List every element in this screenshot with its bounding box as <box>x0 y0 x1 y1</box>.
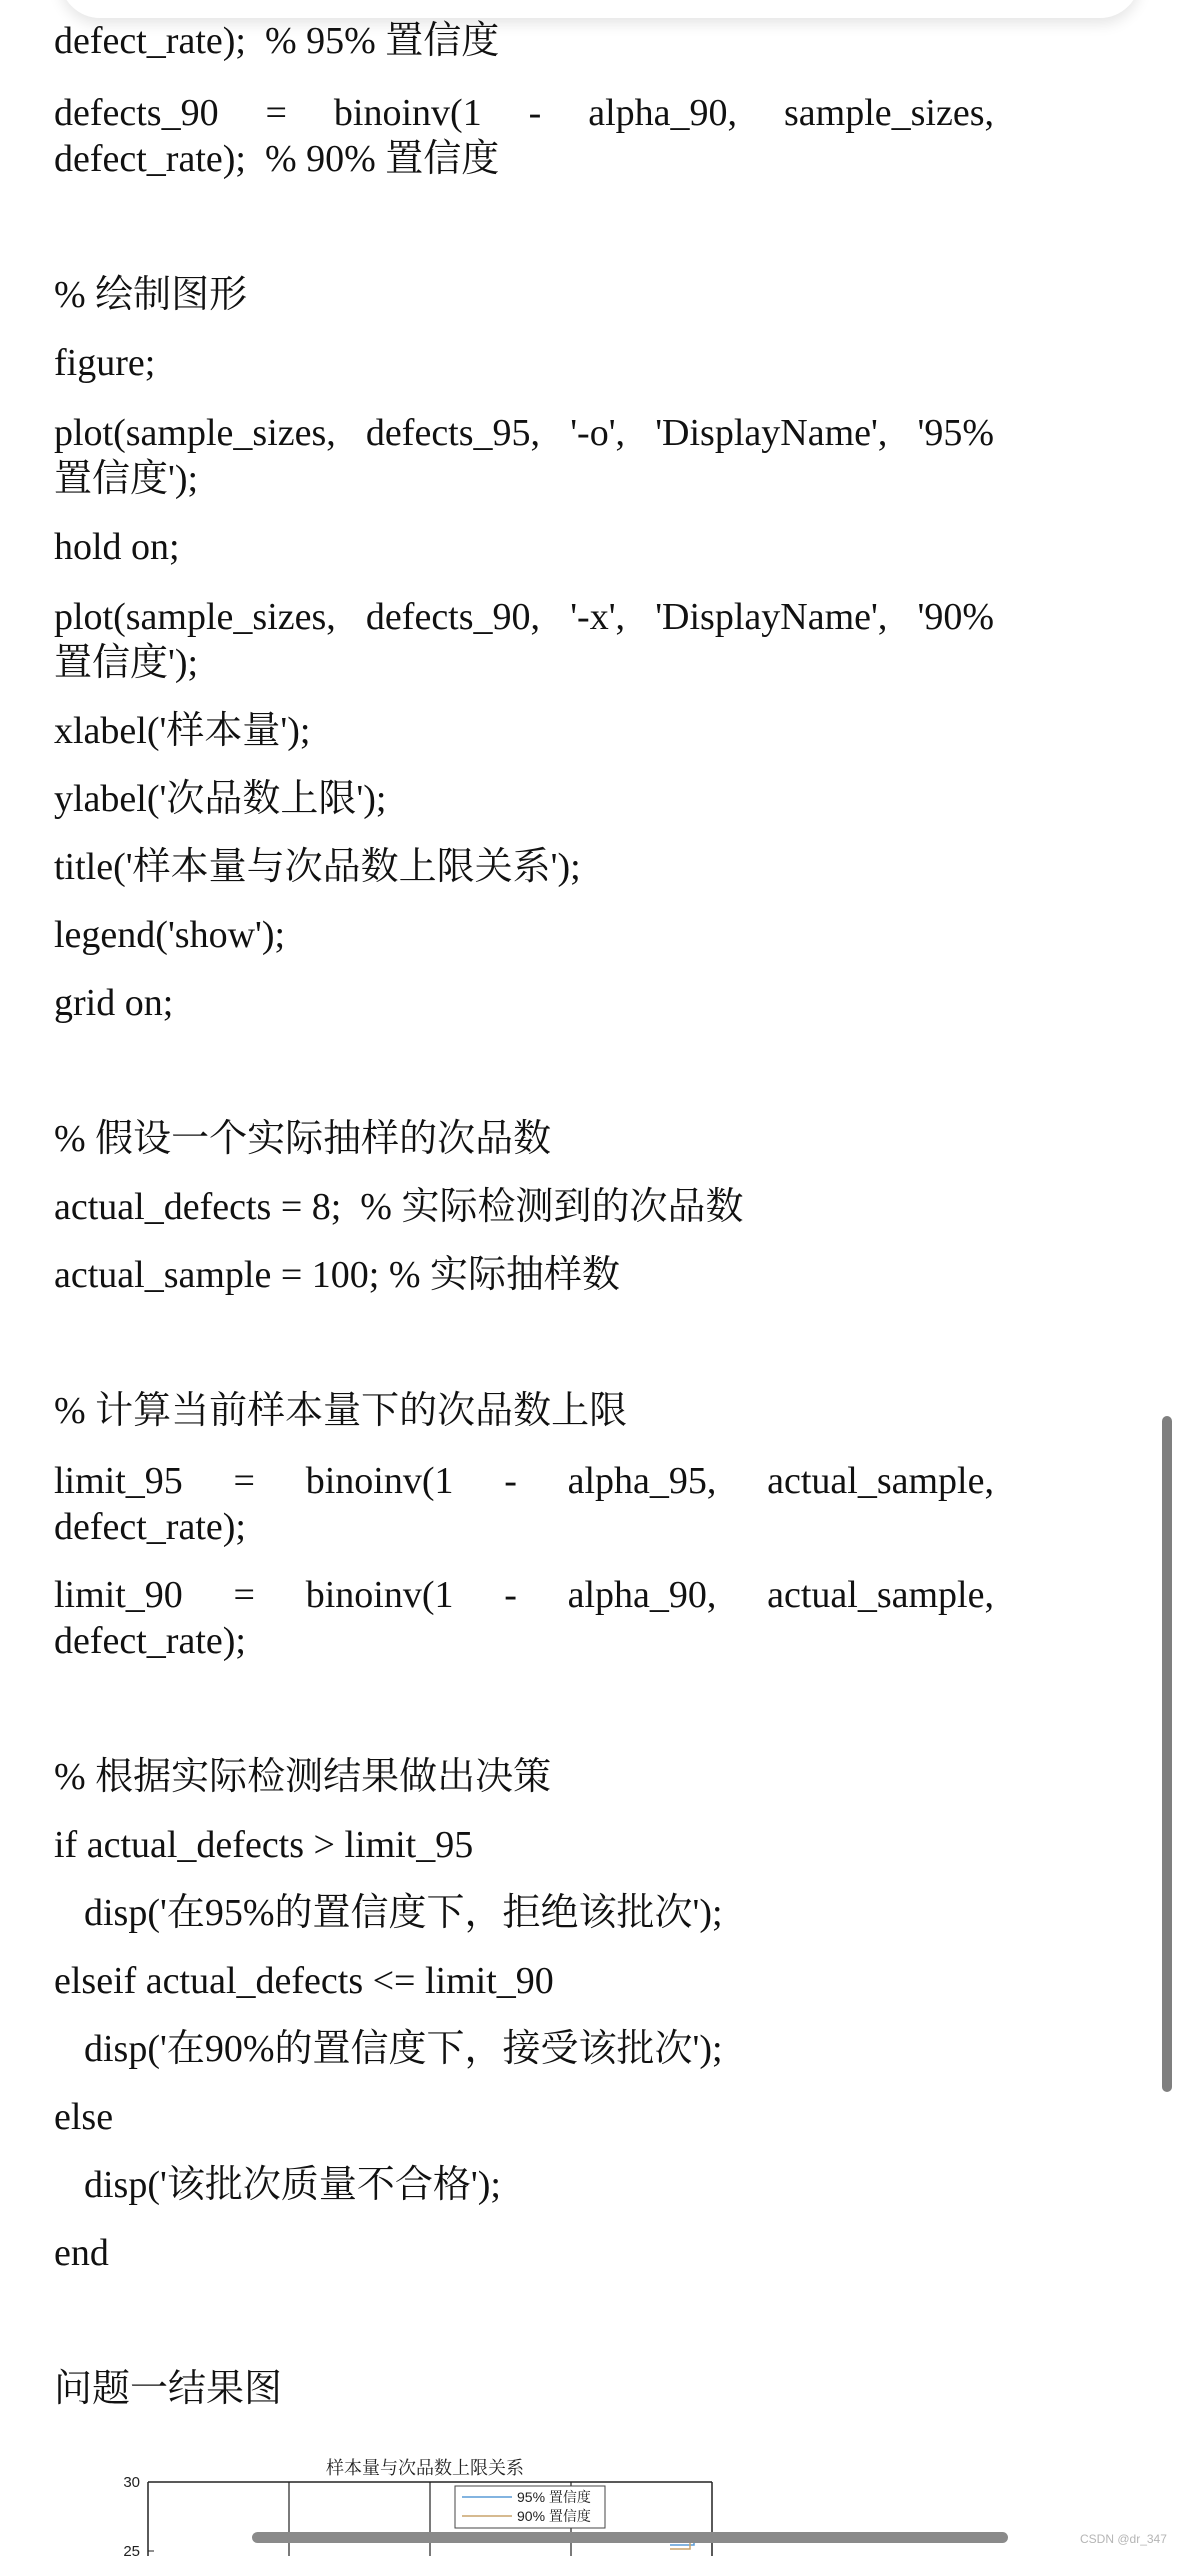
code-line: hold on; <box>54 526 180 568</box>
code-line: figure; <box>54 342 156 384</box>
vertical-scrollbar[interactable] <box>1162 1416 1172 2092</box>
watermark: CSDN @dr_347 <box>1080 2532 1167 2546</box>
code-line: title('样本量与次品数上限关系'); <box>54 846 581 888</box>
code-line: legend('show'); <box>54 914 286 956</box>
section-heading: 问题一结果图 <box>54 2368 283 2410</box>
code-line: defect_rate); <box>54 1506 246 1548</box>
code-comment: % 根据实际检测结果做出决策 <box>54 1756 552 1798</box>
code-line: disp('该批次质量不合格'); <box>84 2164 501 2206</box>
code-line: end <box>54 2232 109 2274</box>
code-line: disp('在90%的置信度下，接受该批次'); <box>84 2028 723 2070</box>
code-line: 置信度'); <box>54 642 199 684</box>
code-line: limit_90 = binoinv(1 - alpha_90, actual_sample, <box>54 1574 994 1616</box>
y-tick-label: 30 <box>123 2474 140 2491</box>
code-line: if actual_defects > limit_95 <box>54 1824 474 1866</box>
code-comment: % 绘制图形 <box>54 274 248 316</box>
code-line: ylabel('次品数上限'); <box>54 778 387 820</box>
code-line: defect_rate); <box>54 1620 246 1662</box>
code-line: actual_defects = 8; % 实际检测到的次品数 <box>54 1186 744 1228</box>
code-line: defects_90 = binoinv(1 - alpha_90, sample_sizes, <box>54 92 994 134</box>
code-line: actual_sample = 100; % 实际抽样数 <box>54 1254 620 1296</box>
code-line: defect_rate); % 95% 置信度 <box>54 20 500 62</box>
legend-label: 90% 置信度 <box>517 2508 591 2524</box>
code-line: else <box>54 2096 114 2138</box>
chart-title: 样本量与次品数上限关系 <box>326 2458 524 2478</box>
code-line: elseif actual_defects <= limit_90 <box>54 1960 554 2002</box>
code-comment: % 假设一个实际抽样的次品数 <box>54 1118 552 1160</box>
code-line: grid on; <box>54 982 174 1024</box>
code-line: limit_95 = binoinv(1 - alpha_95, actual_sample, <box>54 1460 994 1502</box>
code-line: xlabel('样本量'); <box>54 710 311 752</box>
horizontal-scrollbar[interactable] <box>252 2532 1008 2543</box>
y-tick-label: 25 <box>123 2543 140 2556</box>
legend-label: 95% 置信度 <box>517 2489 591 2505</box>
code-line: defect_rate); % 90% 置信度 <box>54 138 500 180</box>
code-line: plot(sample_sizes, defects_90, '-x', 'DisplayName', '90% <box>54 596 994 638</box>
code-comment: % 计算当前样本量下的次品数上限 <box>54 1390 628 1432</box>
code-line: disp('在95%的置信度下，拒绝该批次'); <box>84 1892 723 1934</box>
code-line: plot(sample_sizes, defects_95, '-o', 'DisplayName', '95% <box>54 412 994 454</box>
code-line: 置信度'); <box>54 458 199 500</box>
